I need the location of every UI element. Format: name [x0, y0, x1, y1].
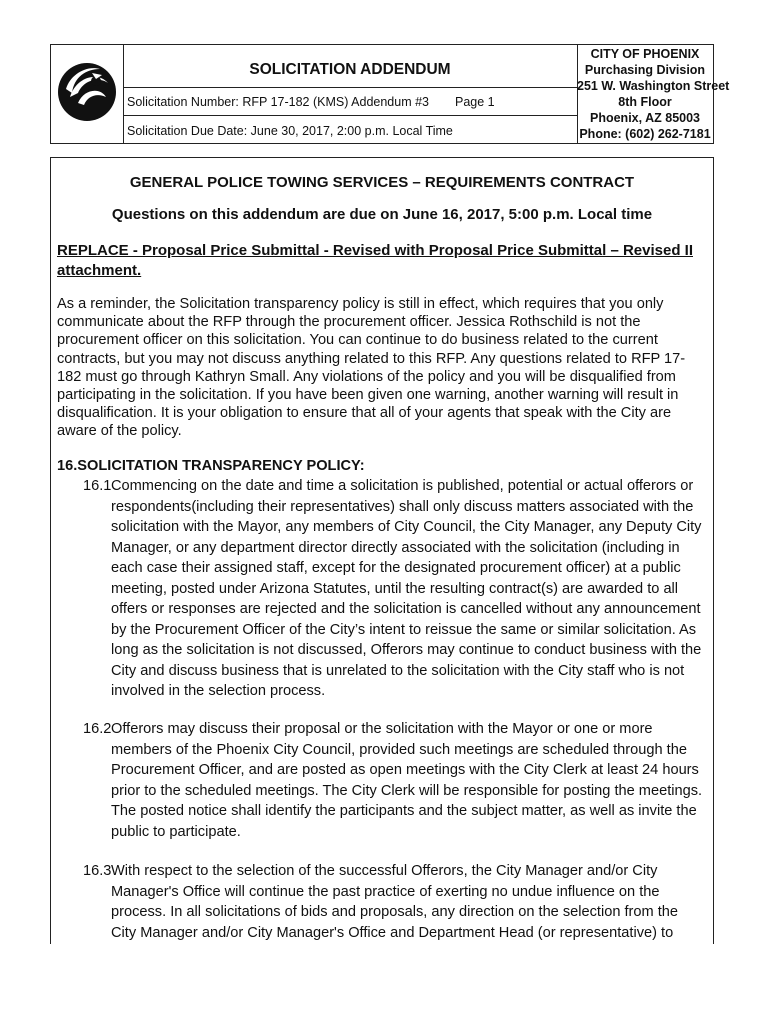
page-number: Page 1	[455, 95, 495, 109]
questions-deadline: Questions on this addendum are due on June 16, 2017, 5:00 p.m. Local time	[111, 206, 653, 223]
item-text: Commencing on the date and time a solicitation is published, potential or actual offerors or respondents(including their representatives) shall only discuss matters associated with the solicitation with the Mayor, any members of City Council, the City Manager, any Deputy City Manager, or any department director directly associated with the solicitation (including in each case their assigned staff, except for the designated procurement officer) at a public meeting, posted under Arizona Statutes, until the resulting contract(s) are awarded to all offers or responses are rejected and the solicitation is cancelled without any announcement by the Procurement Officer of the City’s intent to reissue the same or similar solicitation. As long as the solicitation is not discussed, Offerors may continue to conduct business with the City and discuss business that is unrelated to the solicitation with the City staff who is not involved in the selection process.	[111, 478, 702, 699]
divider	[123, 115, 577, 116]
contact-block	[577, 45, 730, 143]
document-title: SOLICITATION ADDENDUM	[249, 61, 451, 78]
reminder-paragraph: As a reminder, the Solicitation transparency policy is still in effect, which requires that you only communicate about the RFP through the procurement officer. Jessica Rothschild is not the procurement officer on this solicitation. You can continue to do business related to the current contracts, but you may not discuss anything related to this RFP. Any questions related to RFP 17-182 must go through Kathryn Small. Any violations of the policy and you will be disqualified from participating in the solicitation. If you have been given one warning, another warning will result in disqualification. It is your obligation to ensure that all of your agents that speak with the City are aware of the policy.	[57, 296, 686, 440]
item-text: With respect to the selection of the successful Offerors, the City Manager and/or City Manager's Office will continue the past practice of exerting no undue influence on the process. In all solicitations of bids and proposals, any direction on the selection from the City Manager and/or City Manager's Office and Department Head (or representative) to	[111, 863, 679, 941]
policy-item	[83, 719, 707, 842]
section-title: 16.SOLICITATION TRANSPARENCY POLICY:	[57, 458, 365, 474]
contact-phone: Phone: (602) 262-7181	[579, 127, 711, 141]
item-number: 16.3	[83, 863, 112, 879]
contact-line: 8th Floor	[618, 95, 672, 109]
divider	[123, 87, 577, 88]
addendum-header	[50, 44, 730, 144]
replace-notice: REPLACE - Proposal Price Submittal - Revised with Proposal Price Submittal – Revised II attachment.	[57, 242, 693, 279]
title-cell	[123, 45, 578, 143]
solicitation-number: Solicitation Number: RFP 17-182 (KMS) Addendum #3	[127, 95, 430, 109]
contract-heading: GENERAL POLICE TOWING SERVICES – REQUIREMENTS CONTRACT	[129, 174, 635, 191]
contact-line: 251 W. Washington Street	[577, 79, 730, 93]
addendum-body	[50, 157, 714, 944]
item-number: 16.2	[83, 721, 112, 737]
logo-cell	[51, 45, 124, 143]
policy-item	[83, 476, 707, 702]
contact-line: Phoenix, AZ 85003	[590, 111, 700, 125]
contact-line: CITY OF PHOENIX	[590, 47, 700, 61]
item-text: Offerors may discuss their proposal or the solicitation with the Mayor or one or more members of the Phoenix City Council, provided such meetings are scheduled through the Procurement Officer, and are posted as open meetings with the City Clerk at least 24 hours prior to the scheduled meetings. The City Clerk will be responsible for posting the meetings. The posted notice shall identify the participants and the subject matter, as well as invite the public to participate.	[111, 721, 703, 840]
due-date: Solicitation Due Date: June 30, 2017, 2:00 p.m. Local Time	[127, 124, 453, 138]
phoenix-bird-logo	[56, 59, 118, 123]
item-number: 16.1	[83, 478, 112, 494]
contact-line: Purchasing Division	[584, 63, 706, 77]
policy-item	[83, 861, 707, 943]
